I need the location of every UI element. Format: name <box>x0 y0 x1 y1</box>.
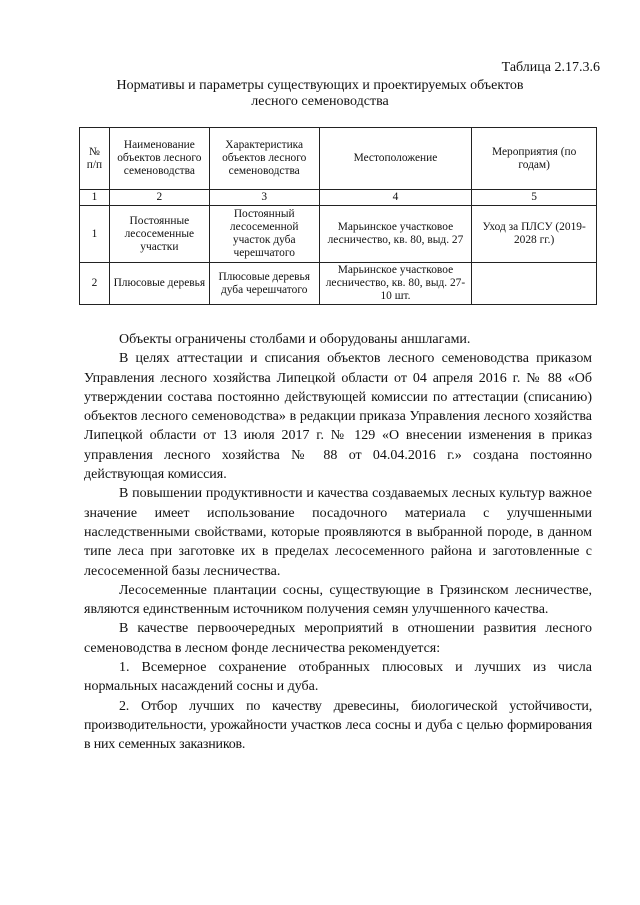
column-number: 5 <box>472 190 597 206</box>
seed-objects-table <box>79 127 597 305</box>
paragraph-productivity: В повышении продуктивности и качества создаваемых лесных культур важное значение имеет использование посадочного материала с улучшенными наследственными свойствами, которые проявляются в выбранной породе, в данном типе леса при заготовке их в пределах лесосеменного района и заготовленные с лесосеменной базы лесничества. <box>84 486 592 579</box>
paragraph-measure-1: 1. Всемерное сохранение отобранных плюсовых и лучших из числа нормальных насаждений сосны и дуба. <box>84 660 592 695</box>
row-characteristic: Плюсовые деревья дуба черешчатого <box>209 263 319 305</box>
paragraph-objects-fenced: Объекты ограничены столбами и оборудованы аншлагами. <box>119 332 471 347</box>
paragraph-priority-measures: В качестве первоочередных мероприятий в отношении развития лесного семеноводства в лесном фонде лесничества рекомендуется: <box>84 621 592 656</box>
column-number: 1 <box>80 190 110 206</box>
row-object-name: Плюсовые деревья <box>109 263 209 305</box>
header-object-name: Наименование объектов лесного семеноводства <box>109 128 209 190</box>
body-text <box>84 330 592 755</box>
paragraph-measure-2: 2. Отбор лучших по качеству древесины, биологической устойчивости, производительности, урожайности участков леса сосны и дуба с целью формирования в них семенных заказников. <box>84 698 592 753</box>
table-title-line-1: Нормативы и параметры существующих и проектируемых объектов <box>116 78 524 93</box>
table-column-numbers-row <box>80 190 597 206</box>
column-number: 2 <box>109 190 209 206</box>
paragraph-plantations: Лесосеменные плантации сосны, существующие в Грязинском лесничестве, являются единственным источником получения семян улучшенного качества. <box>84 582 592 618</box>
row-location: Марьинское участковое лесничество, кв. 80, выд. 27 <box>319 206 472 263</box>
table-row <box>80 263 597 305</box>
header-activities: Мероприятия (по годам) <box>472 128 597 190</box>
table-title-line-2: лесного семеноводства <box>251 94 389 109</box>
table-caption: Таблица 2.17.3.6 <box>501 60 600 75</box>
header-characteristic: Характеристика объектов лесного семеноводства <box>209 128 319 190</box>
row-location: Марьинское участковое лесничество, кв. 80, выд. 27-10 шт. <box>319 263 472 305</box>
column-number: 3 <box>209 190 319 206</box>
table-title <box>0 78 640 110</box>
paragraph-attestation: В целях аттестации и списания объектов лесного семеноводства приказом Управления лесного хозяйства Липецкой области от 04 апреля 2016 г. № 88 «Об утверждении состава постоянно действующей комиссии по аттестации (списанию) объектов лесного семеноводства» в редакции приказа Управления лесного хозяйства Липецкой области от 13 июля 2017 г. № 129 «О внесении изменения в приказ управления лесного хозяйства № 88 от 04.04.2016 г.» создана постоянно действующая комиссия. <box>84 351 592 483</box>
row-number: 1 <box>80 206 110 263</box>
row-characteristic: Постоянный лесосеменной участок дуба черешчатого <box>209 206 319 263</box>
header-number: № п/п <box>80 128 110 190</box>
header-location: Местоположение <box>319 128 472 190</box>
row-activities <box>472 263 597 305</box>
table-header-row <box>80 128 597 190</box>
column-number: 4 <box>319 190 472 206</box>
table-row <box>80 206 597 263</box>
row-object-name: Постоянные лесосеменные участки <box>109 206 209 263</box>
row-activities: Уход за ПЛСУ (2019-2028 гг.) <box>472 206 597 263</box>
row-number: 2 <box>80 263 110 305</box>
